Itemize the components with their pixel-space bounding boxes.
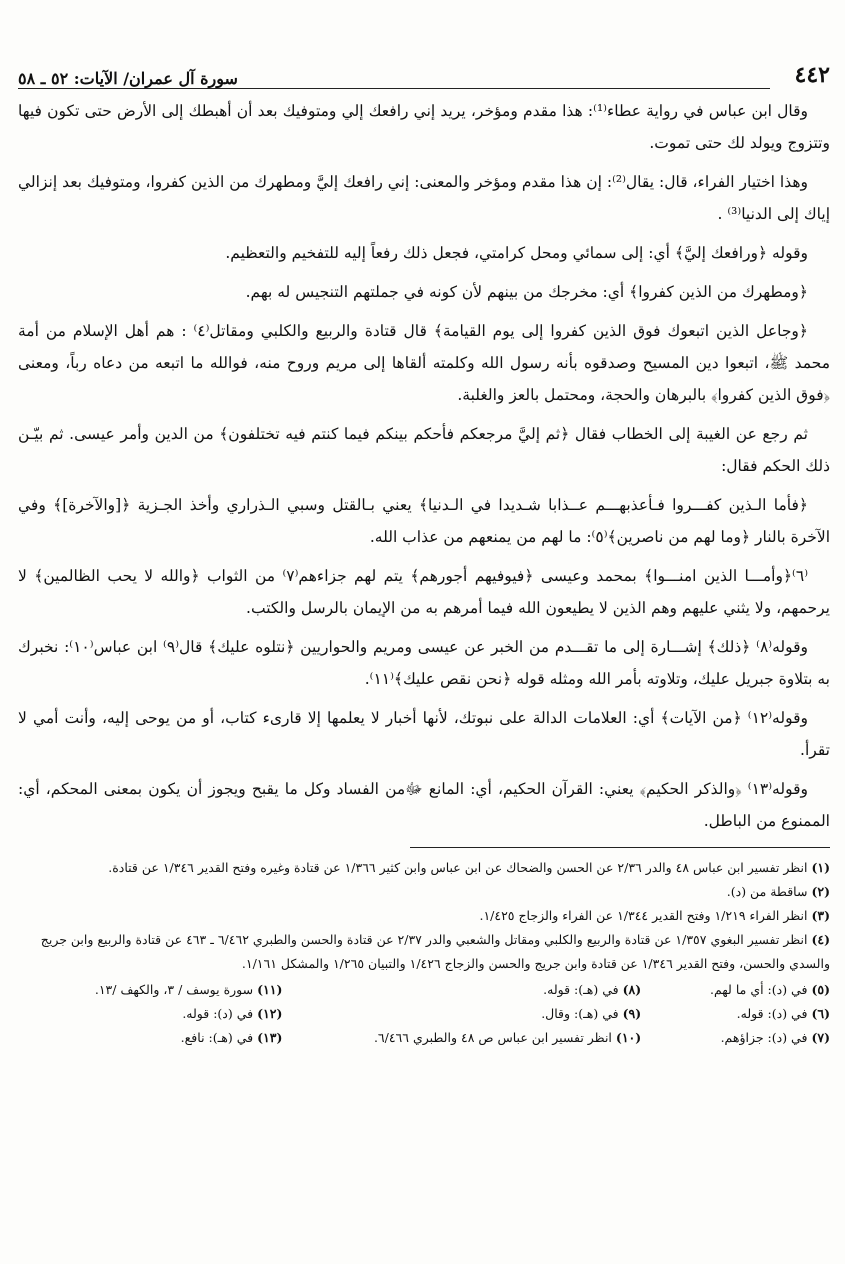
footnote-text: في (د): قوله.	[182, 1006, 254, 1021]
book-page	[18, 60, 830, 1050]
footnote	[18, 1026, 282, 1050]
paragraph: وقوله⁽١٣⁾ ﴿والذكر الحكيم﴾ يعني: القرآن الحكيم، أي: المانع ﷻمن الفساد وكل ما يقبح ويجوز أن يكون بمعنى المحكم، أي: الممنوع من الباطل.	[18, 780, 830, 830]
footnote	[282, 1026, 641, 1050]
footnote	[641, 1002, 830, 1026]
footnote-number: (٩)	[622, 1006, 642, 1021]
paragraph: ⁽٦⁾﴿وأمـــا الذين امنـــوا﴾ بمحمد وعيسى ﴿فيوفيهم أجورهم﴾ يتم لهم جزاءهم⁽٧⁾ من الثواب ﴿والله لا يحب الظالمين﴾ لا يرحمهم، ولا يثني عليهم وهم الذين لا يطيعون الله فيما أمرهم به من الإيمان بالرسل والكتب.	[18, 567, 830, 617]
footnote-number: (١٣)	[257, 1030, 283, 1045]
paragraph: وقوله⁽٨⁾ ﴿ذلك﴾ إشـــارة إلى ما تقـــدم من الخبر عن عيسى ومريم والحواريين ﴿نتلوه عليك﴾ قال⁽٩⁾ ابن عباس⁽١٠⁾: نخبرك به بتلاوة جبريل عليك، وتلاوته بأمر الله ومثله قوله ﴿نحن نقص عليك﴾⁽١١⁾.	[18, 638, 830, 688]
footnote-number: (٣)	[811, 908, 830, 923]
page-header	[18, 60, 830, 88]
footnote-text: ساقطة من (د).	[726, 884, 808, 899]
footnote	[282, 1002, 641, 1026]
footnote-text: في (هـ): قوله.	[543, 982, 619, 997]
running-head: سورة آل عمران/ الآيات: ٥٢ ـ ٥٨	[18, 69, 238, 88]
header-rule	[18, 88, 770, 89]
footnote	[18, 978, 282, 1002]
footnote-text: انظر تفسير البغوي ١/٣٥٧ عن قتادة والربيع والكلبي ومقاتل والشعبي والدر ٢/٣٧ عن قتادة والحسن والطبري ٦/٤٦٢ ـ ٤٦٣ عن قتادة والربيع وابن جريج والسدي والحسن، وفتح القدير ١/٣٤٦ عن قتادة وابن جريج والحسن والزجاج ١/٤٢٦ والتبيان ١/٢٦٥ والمشكل ١/١٦١.	[40, 932, 830, 971]
footnote-number: (١٠)	[615, 1030, 642, 1045]
footnote-text: في (د): جزاؤهم.	[720, 1030, 808, 1045]
paragraph: ثم رجع عن الغيبة إلى الخطاب فقال ﴿ثم إليَّ مرجعكم فأحكم بينكم فيما كنتم فيه تختلفون﴾ من الدين وأمر عيسى. ثم بيّـن ذلك الحكم فقال:	[18, 425, 830, 475]
paragraph: ﴿ومطهرك من الذين كفروا﴾ أي: مخرجك من بينهم لأن كونه في جملتهم التنجيس له بهم.	[245, 283, 808, 301]
footnote	[18, 904, 830, 928]
footnote-number: (٥)	[811, 982, 830, 997]
footnote	[282, 978, 641, 1002]
footnote-number: (٤)	[811, 932, 830, 947]
footnote-number: (٧)	[811, 1030, 830, 1045]
body-text	[18, 95, 830, 837]
paragraph: وقوله⁽١٢⁾ ﴿من الآيات﴾ أي: العلامات الدالة على نبوتك، لأنها أخبار لا يعلمها إلا قارىء كتاب، أو من يوحى إليه، وأنت أمي لا تقرأ.	[18, 709, 830, 759]
footnote-text: انظر تفسير ابن عباس ٤٨ والدر ٢/٣٦ عن الحسن والضحاك عن ابن عباس وابن كثير ١/٣٦٦ عن قتادة وغيره وفتح القدير ١/٣٤٦ عن قتادة.	[108, 860, 808, 875]
paragraph: وقال ابن عباس في رواية عطاء⁽¹⁾: هذا مقدم ومؤخر، يريد إني رافعك إلي ومتوفيك بعد أن أهبطك إلى الأرض حتى تكون فيها وتتزوج ويولد لك حتى تموت.	[18, 102, 830, 152]
footnote-text: انظر الفراء ١/٢١٩ وفتح القدير ١/٣٤٤ عن الفراء والزجاج ١/٤٢٥.	[479, 908, 808, 923]
footnotes	[18, 856, 830, 1050]
footnote-text: انظر تفسير ابن عباس ص ٤٨ والطبري ٦/٤٦٦.	[373, 1030, 612, 1045]
paragraph: ﴿وجاعل الذين اتبعوك فوق الذين كفروا إلى يوم القيامة﴾ قال قتادة والربيع والكلبي ومقاتل⁽٤⁾ : هم أهل الإسلام من أمة محمد ﷺ، اتبعوا دين المسيح وصدقوه بأنه رسول الله وكلمته ألقاها إلى مريم وروح منه، فوالله ما اتبعه من دعاه رباً، ومعنى ﴿فوق الذين كفروا﴾ بالبرهان والحجة، ومحتمل بالعز والغلبة.	[18, 322, 830, 404]
footnote-grid	[18, 978, 830, 1050]
footnote	[641, 978, 830, 1002]
footnote	[18, 1002, 282, 1026]
footnote-number: (٨)	[622, 982, 642, 997]
footnote-number: (١)	[811, 860, 830, 875]
footnote	[18, 928, 830, 976]
footnote-text: في (هـ): نافع.	[180, 1030, 254, 1045]
paragraph: وهذا اختيار الفراء، قال: يقال⁽²⁾: إن هذا مقدم ومؤخر والمعنى: إني رافعك إليَّ ومطهرك من الذين كفروا، ومتوفيك بعد إنزالي إياك إلى الدنيا⁽³⁾ .	[18, 173, 830, 223]
paragraph: وقوله ﴿ورافعك إليَّ﴾ أي: إلى سمائي ومحل كرامتي، فجعل ذلك رفعاً إليه للتفخيم والتعظيم.	[225, 244, 808, 262]
footnote-rule	[410, 847, 830, 848]
footnote-number: (٢)	[811, 884, 830, 899]
footnote-number: (١٢)	[257, 1006, 283, 1021]
footnote-number: (١١)	[257, 982, 283, 997]
footnote-number: (٦)	[811, 1006, 830, 1021]
footnote	[18, 856, 830, 880]
footnote-text: في (د): أي ما لهم.	[710, 982, 808, 997]
footnote	[641, 1026, 830, 1050]
paragraph: ﴿فأما الـذين كفـــروا فـأعذبهـــم عــذابا شـديدا في الـدنيا﴾ يعني بـالقتل وسبي الـذراري وأخذ الجـزية ﴿[والآخرة]﴾ وفي الآخرة بالنار ﴿وما لهم من ناصرين﴾⁽٥⁾: ما لهم من يمنعهم من عذاب الله.	[18, 496, 830, 546]
footnote-text: في (هـ): وقال.	[541, 1006, 619, 1021]
footnote-text: سورة يوسف / ٣، والكهف /١٣.	[94, 982, 254, 997]
footnote	[18, 880, 830, 904]
footnote-text: في (د): قوله.	[736, 1006, 808, 1021]
page-number: ٤٤٢	[794, 62, 830, 88]
